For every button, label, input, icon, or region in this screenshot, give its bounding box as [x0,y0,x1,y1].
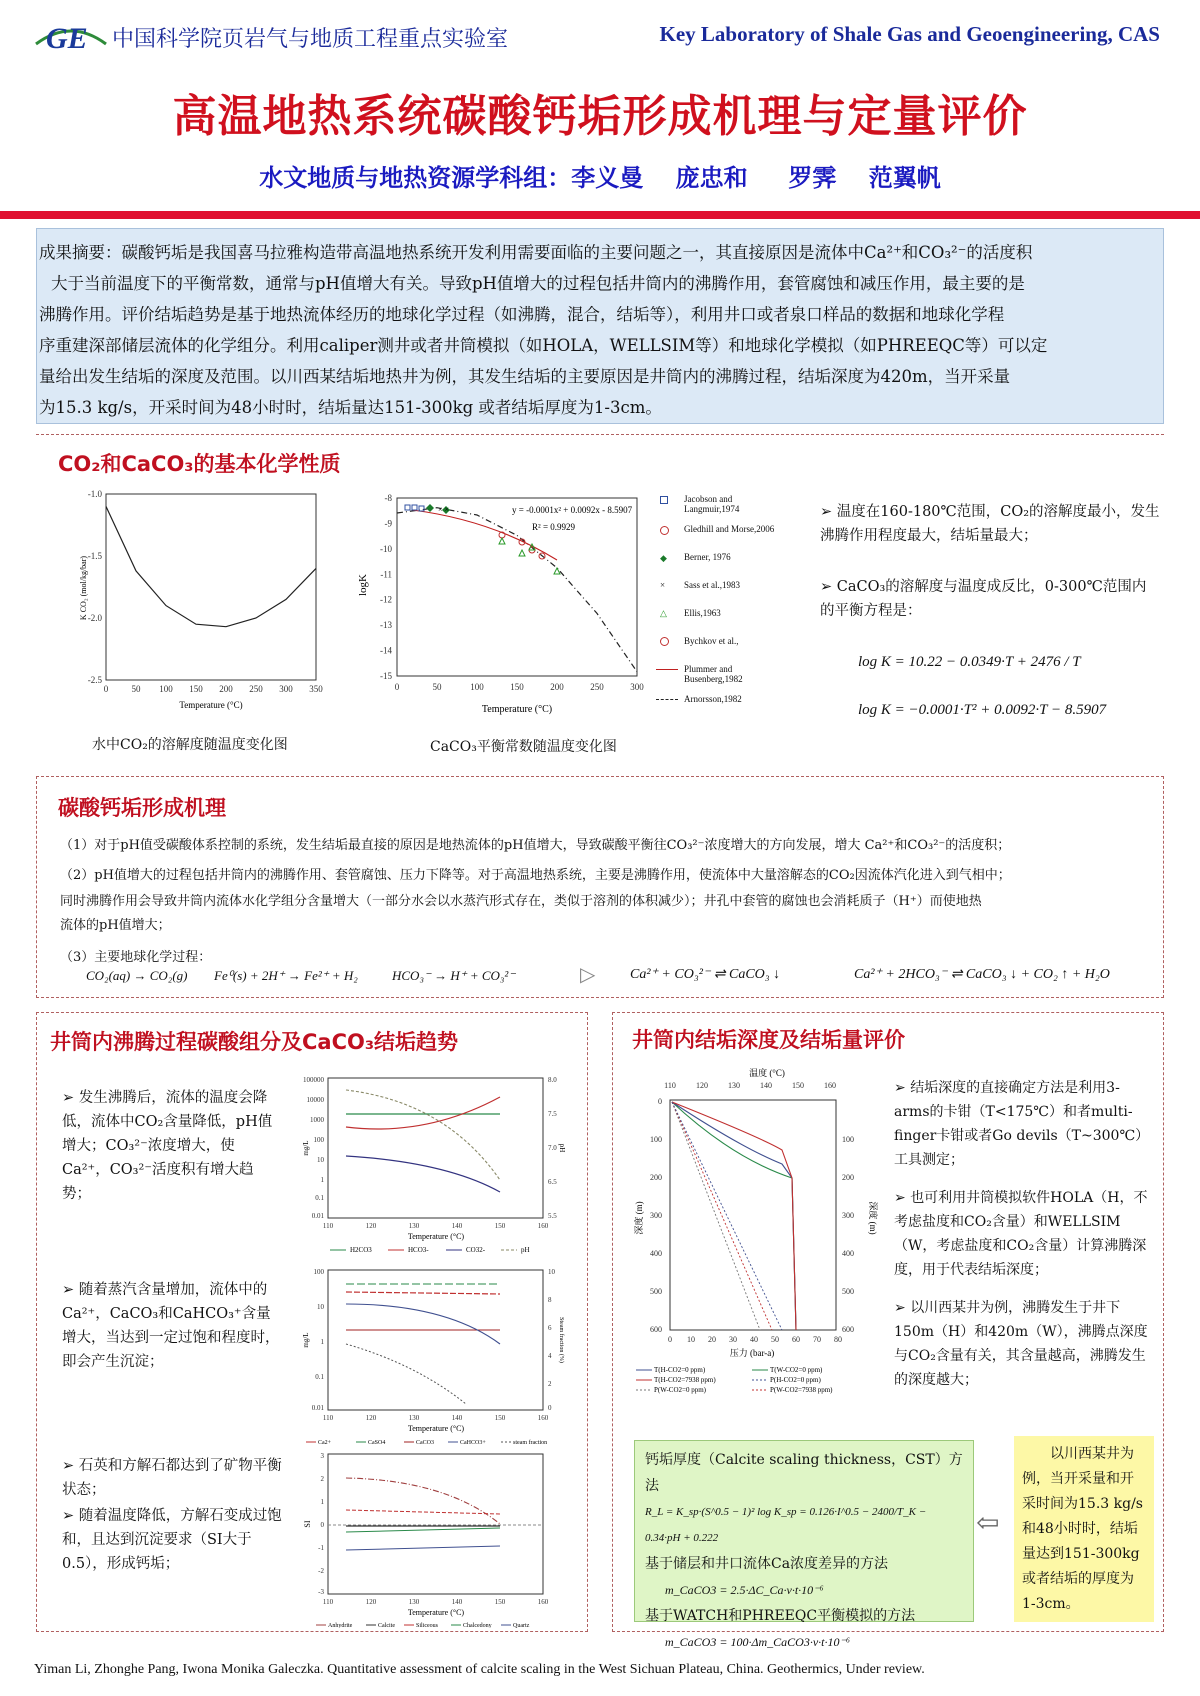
arrow-icon: ⇦ [976,1506,1000,1539]
svg-text:GE: GE [46,22,88,54]
svg-text:8.0: 8.0 [548,1076,557,1084]
svg-text:6.5: 6.5 [548,1178,557,1186]
fit-equation: y = -0.0001x² + 0.0092x - 8.5907 [512,505,633,515]
svg-text:20: 20 [708,1335,716,1344]
svg-text:200: 200 [842,1173,854,1182]
bullet: ➢ CaCO₃的溶解度与温度成反比，0-300℃范围内的平衡方程是： [820,579,1147,619]
svg-text:Calcite: Calcite [378,1623,395,1628]
svg-text:70: 70 [813,1335,821,1344]
section-title: 井筒内沸腾过程碳酸组分及CaCO₃结垢趋势 [50,1030,459,1054]
bullet: ➢ 石英和方解石都达到了矿物平衡状态； [62,1458,282,1498]
x-tick-label: 200 [219,684,233,694]
x-axis-label: Temperature (°C) [481,704,553,715]
method-title: 钙垢厚度（Calcite scaling thickness，CST）方法 [645,1452,963,1494]
svg-text:1000: 1000 [310,1116,324,1124]
y-tick-label: -2.5 [87,675,102,685]
y-tick-label: -8 [384,493,392,503]
y-tick-label: -2.0 [87,613,102,623]
svg-text:深度 (m): 深度 (m) [868,1201,878,1235]
svg-text:2: 2 [320,1475,324,1483]
bullet: ➢ 温度在160-180℃范围，CO₂的溶解度最小，发生沸腾作用程度最大，结垢量最大； [820,504,1160,544]
svg-text:0.1: 0.1 [315,1194,324,1202]
abstract-box [36,228,1164,424]
svg-text:pH: pH [521,1246,530,1254]
x-tick-label: 100 [470,682,484,692]
result-box [1014,1436,1154,1622]
y-tick-label: -10 [380,543,392,554]
svg-text:steam fraction: steam fraction [513,1440,548,1446]
svg-text:500: 500 [650,1287,662,1296]
svg-text:CO32-: CO32- [466,1246,486,1254]
svg-text:400: 400 [650,1249,662,1258]
paragraph: 同时沸腾作用会导致井筒内流体水化学组分含量增大（一部分水会以水蒸汽形式存在，类似于溶剂的体积减少）；井孔中套管的腐蚀也会消耗质子（H⁺）而使地热 [60,894,982,909]
svg-text:T(W-CO2=0 ppm): T(W-CO2=0 ppm) [770,1366,823,1374]
x-tick-label: 200 [550,682,564,692]
svg-text:深度 (m): 深度 (m) [634,1201,644,1235]
svg-text:150: 150 [792,1081,804,1090]
bullet: ➢ 也可利用井筒模拟软件HOLA（H，不考虑盐度和CO₂含量）和WELLSIM（W，考虑盐度和CO₂含量）计算沸腾深度，用于代表结垢深度； [894,1190,1148,1278]
x-tick-label: 300 [630,682,644,692]
svg-text:160: 160 [537,1414,549,1422]
svg-text:Siliceous: Siliceous [416,1623,438,1628]
y-tick-label: -12 [380,594,392,605]
svg-text:0.01: 0.01 [311,1212,324,1220]
svg-text:温度 (°C): 温度 (°C) [749,1068,785,1078]
svg-text:50: 50 [771,1335,779,1344]
abstract-line: 为15.3 kg/s，开采时间为48小时时，结垢量达151-300kg 或者结垢厚度为1-3cm。 [39,398,662,417]
svg-text:100: 100 [650,1135,662,1144]
lab-name-en: Key Laboratory of Shale Gas and Geoengineering, CAS [659,22,1160,46]
svg-text:Steam fraction (%): Steam fraction (%) [558,1317,564,1363]
svg-text:150: 150 [494,1414,506,1422]
svg-text:100: 100 [842,1135,854,1144]
citation: Yiman Li, Zhonghe Pang, Iwona Monika Galeczka. Quantitative assessment of calcite scaling in the West Sichuan Plateau, China. Geothermics, Under review. [34,1662,925,1677]
svg-text:P(W-CO2=0 ppm): P(W-CO2=0 ppm) [654,1386,706,1394]
fit-r2: R² = 0.9929 [532,522,576,532]
svg-text:150: 150 [494,1598,506,1606]
svg-text:100: 100 [313,1136,324,1144]
svg-text:110: 110 [322,1222,334,1230]
svg-text:10: 10 [687,1335,695,1344]
svg-text:0.01: 0.01 [311,1404,324,1412]
svg-text:120: 120 [365,1414,377,1422]
svg-text:140: 140 [760,1081,772,1090]
svg-text:4: 4 [548,1352,552,1360]
x-tick-label: 100 [159,684,173,694]
result-text: 以川西某井为例，当开采量和开采时间为15.3 kg/s和48小时时，结垢量达到151-300kg或者结垢的厚度为1-3cm。 [1022,1446,1143,1612]
abstract-line: 量给出发生结垢的深度及范围。以川西某结垢地热井为例，其发生结垢的主要原因是井筒内的沸腾过程，结垢深度为420m，当开采量 [39,367,1011,386]
svg-text:Quartz: Quartz [513,1623,530,1628]
svg-text:Temperature (°C): Temperature (°C) [407,1232,465,1241]
y-tick-label: -15 [380,671,392,681]
svg-text:Temperature (°C): Temperature (°C) [407,1608,465,1617]
svg-text:mg/L: mg/L [302,1140,310,1156]
x-axis-label: Temperature (°C) [179,700,243,710]
svg-text:P(W-CO2=7938 ppm): P(W-CO2=7938 ppm) [770,1386,833,1394]
method-title: 基于储层和井口流体Ca浓度差异的方法 [645,1556,889,1572]
svg-text:600: 600 [842,1325,854,1334]
svg-text:300: 300 [650,1211,662,1220]
svg-text:100: 100 [313,1268,324,1276]
arrow-icon: ▷ [580,962,596,986]
svg-text:130: 130 [408,1598,420,1606]
svg-text:110: 110 [322,1414,334,1422]
svg-text:120: 120 [696,1081,708,1090]
reaction: Ca²⁺ + 2HCO₃⁻ ⇌ CaCO₃ ↓ + CO₂ ↑ + H₂O [854,967,1110,982]
svg-text:110: 110 [322,1598,334,1606]
svg-text:400: 400 [842,1249,854,1258]
abstract-line: 大于当前温度下的平衡常数，通常与pH值增大有关。导致pH值增大的过程包括井筒内的沸腾作用，套管腐蚀和减压作用，最主要的是 [51,274,1025,293]
reaction: CO₂(aq) → CO₂(g) [86,968,188,983]
x-tick-label: 250 [590,682,604,692]
svg-text:2: 2 [548,1380,552,1388]
paragraph: （3）主要地球化学过程： [60,950,212,965]
svg-text:130: 130 [408,1414,420,1422]
svg-text:5.5: 5.5 [548,1212,557,1220]
svg-text:100000: 100000 [303,1076,324,1084]
fig2-caption: CaCO₃平衡常数随温度变化图 [430,739,617,755]
svg-text:120: 120 [365,1598,377,1606]
co2-solubility-chart [76,488,326,713]
abstract-line: 序重建深部储层流体的化学组分。利用caliper测井或者井筒模拟（如HOLA，WELLSIM等）和地球化学模拟（如PHREEQC等）可以定 [39,336,1048,355]
bullet: ➢ 以川西某井为例，沸腾发生于井下150m（H）和420m（W），沸腾点深度与CO₂含量有关，其含量越高，沸腾发生的深度越大； [894,1300,1148,1388]
svg-text:8: 8 [548,1296,552,1304]
svg-text:CaHCO3+: CaHCO3+ [460,1440,486,1446]
paragraph: 流体的pH值增大； [60,918,171,933]
svg-text:mg/L: mg/L [302,1332,310,1348]
svg-text:Temperature (°C): Temperature (°C) [407,1424,465,1433]
svg-text:200: 200 [650,1173,662,1182]
y-tick-label: -1.0 [87,489,102,499]
svg-text:T(H-CO2=7938 ppm): T(H-CO2=7938 ppm) [654,1376,716,1384]
section-title: 碳酸钙垢形成机理 [58,796,226,820]
y-axis-label: K CO₂ (mol/kg/bar) [79,555,88,621]
svg-text:60: 60 [792,1335,800,1344]
formula: R_L = K_sp·(S^0.5 − 1)² log K_sp = 0.126·I^0.5 − 2400/T_K − 0.34·pH + 0.222 [645,1506,927,1544]
svg-text:160: 160 [537,1598,549,1606]
x-tick-label: 50 [131,684,141,694]
x-tick-label: 0 [394,682,400,692]
equation: log K = −0.0001·T² + 0.0092·T − 8.5907 [858,702,1107,718]
poster-title: 高温地热系统碳酸钙垢形成机理与定量评价 [172,91,1028,142]
svg-text:HCO3-: HCO3- [408,1246,429,1254]
svg-text:1: 1 [320,1176,324,1184]
svg-text:0: 0 [658,1097,662,1106]
svg-text:160: 160 [537,1222,549,1230]
svg-text:0: 0 [668,1335,672,1344]
svg-text:CaSO4: CaSO4 [368,1440,386,1446]
svg-text:30: 30 [729,1335,737,1344]
bullet: ➢ 随着温度降低，方解石变成过饱和，且达到沉淀要求（SI大于0.5），形成钙垢； [62,1508,282,1572]
svg-text:120: 120 [365,1222,377,1230]
y-tick-label: -14 [380,645,392,656]
wellbore-profile-chart [632,1068,882,1418]
svg-text:140: 140 [451,1414,463,1422]
carbonate-species-chart [296,1072,566,1254]
svg-text:300: 300 [842,1211,854,1220]
svg-text:140: 140 [451,1598,463,1606]
svg-text:-3: -3 [318,1588,324,1596]
x-tick-label: 250 [249,684,263,694]
svg-text:1: 1 [320,1338,324,1346]
y-tick-label: -1.5 [87,551,102,561]
section-title: 井筒内结垢深度及结垢量评价 [632,1028,905,1052]
svg-text:Ca2+: Ca2+ [318,1440,332,1446]
abstract-line: 成果摘要：碳酸钙垢是我国喜马拉雅构造带高温地热系统开发利用需要面临的主要问题之一，其直接原因是流体中Ca²⁺和CO₃²⁻的活度积 [39,243,1033,262]
fig1-caption: 水中CO₂的溶解度随温度变化图 [92,737,288,753]
reaction: Ca²⁺ + CO₃²⁻ ⇌ CaCO₃ ↓ [630,967,781,982]
method-title: 基于WATCH和PHREEQC平衡模拟的方法 [645,1608,916,1624]
x-tick-label: 300 [279,684,293,694]
y-tick-label: -9 [384,518,392,529]
svg-text:-2: -2 [318,1567,324,1575]
paragraph: （2）pH值增大的过程包括井筒内的沸腾作用、套管腐蚀、压力下降等。对于高温地热系统，主要是沸腾作用，使流体中大量溶解态的CO₂因流体汽化进入到气相中； [60,868,1011,883]
svg-text:H2CO3: H2CO3 [350,1246,372,1254]
y-tick-label: -13 [380,620,392,631]
svg-text:CaCO3: CaCO3 [416,1440,434,1446]
svg-text:140: 140 [451,1222,463,1230]
svg-text:P(H-CO2=0 ppm): P(H-CO2=0 ppm) [770,1376,821,1384]
svg-text:0.1: 0.1 [315,1373,324,1381]
reaction: Fe⁰(s) + 2H⁺ → Fe²⁺ + H₂ [214,968,358,983]
svg-text:1: 1 [320,1498,324,1506]
lab-name-cn: 中国科学院页岩气与地质工程重点实验室 [112,27,509,52]
svg-text:0: 0 [320,1521,324,1529]
bullet: ➢ 结垢深度的直接确定方法是利用3-arms的卡钳（T<175℃）和者multi-finger卡钳或者Go devils（T~300℃）工具测定； [894,1080,1150,1168]
svg-text:6: 6 [548,1324,552,1332]
svg-text:500: 500 [842,1287,854,1296]
authors: 水文地质与地热资源学科组：李义曼 庞忠和 罗霁 范翼帆 [259,164,941,192]
svg-text:10: 10 [317,1156,324,1164]
svg-text:10: 10 [548,1268,555,1276]
svg-text:80: 80 [834,1335,842,1344]
svg-text:Anhydrite: Anhydrite [328,1623,353,1628]
svg-text:10: 10 [317,1303,324,1311]
svg-text:130: 130 [728,1081,740,1090]
svg-text:SI: SI [303,1520,312,1528]
calcium-species-chart [296,1264,566,1446]
x-tick-label: 350 [309,684,323,694]
saturation-index-chart [296,1448,566,1628]
svg-text:pH: pH [558,1143,566,1153]
section-title: CO₂和CaCO₃的基本化学性质 [58,452,341,476]
equation: log K = 10.22 − 0.0349·T + 2476 / T [858,654,1081,670]
x-tick-label: 150 [510,682,524,692]
y-axis-label: logK [357,574,369,596]
paragraph: （1）对于pH值受碳酸体系控制的系统，发生结垢最直接的原因是地热流体的pH值增大，导致碳酸平衡往CO₃²⁻浓度增大的方向发展，增大 Ca²⁺和CO₃²⁻的活度积； [60,838,1011,853]
svg-text:110: 110 [664,1081,676,1090]
reaction: HCO₃⁻ → H⁺ + CO₃²⁻ [392,968,516,983]
chart-legend: Jacobson and Langmuir,1974 Gledhill and Morse,2006 ◆ Berner, 1976 × Sass et al.,1983 △ Ellis,1963 Bychkov et al., Plummer and Busenberg,1982 Arnorsson,1982 [656,494,796,714]
svg-text:-1: -1 [318,1544,324,1552]
svg-text:130: 130 [408,1222,420,1230]
methods-box [634,1440,974,1649]
y-tick-label: -11 [380,569,392,580]
abstract-line: 沸腾作用。评价结垢趋势是基于地热流体经历的地球化学过程（如沸腾，混合，结垢等），利用井口或者泉口样品的数据和地球化学程 [39,305,1005,324]
bullet: ➢ 发生沸腾后，流体的温度会降低，流体中CO₂含量降低，pH值增大；CO₃²⁻浓度增大，使Ca²⁺，CO₃²⁻活度积有增大趋势； [62,1090,273,1202]
bullet: ➢ 随着蒸汽含量增加，流体中的Ca²⁺，CaCO₃和CaHCO₃⁺含量增大，当达到一定过饱和程度时，即会产生沉淀； [62,1282,280,1370]
svg-text:160: 160 [824,1081,836,1090]
title-divider [0,211,1200,219]
svg-text:3: 3 [320,1452,324,1460]
svg-text:7.5: 7.5 [548,1110,557,1118]
x-tick-label: 0 [103,684,109,694]
formula: m_CaCO3 = 100·Δm_CaCO3·v·t·10⁻⁶ [665,1635,850,1649]
svg-text:10000: 10000 [306,1096,324,1104]
svg-text:7.0: 7.0 [548,1144,557,1152]
svg-text:600: 600 [650,1325,662,1334]
svg-text:40: 40 [750,1335,758,1344]
svg-text:Chalcedony: Chalcedony [463,1623,492,1628]
svg-text:0: 0 [548,1404,552,1412]
svg-text:压力 (bar-a): 压力 (bar-a) [729,1348,775,1358]
lab-logo [34,14,108,54]
calcite-logk-chart [352,490,652,718]
svg-text:150: 150 [494,1222,506,1230]
x-tick-label: 150 [189,684,203,694]
svg-text:T(H-CO2=0 ppm): T(H-CO2=0 ppm) [654,1366,706,1374]
x-tick-label: 50 [432,682,442,692]
svg-text:× ×: × × [438,505,450,514]
formula: m_CaCO3 = 2.5·ΔC_Ca·v·t·10⁻⁶ [665,1583,824,1597]
